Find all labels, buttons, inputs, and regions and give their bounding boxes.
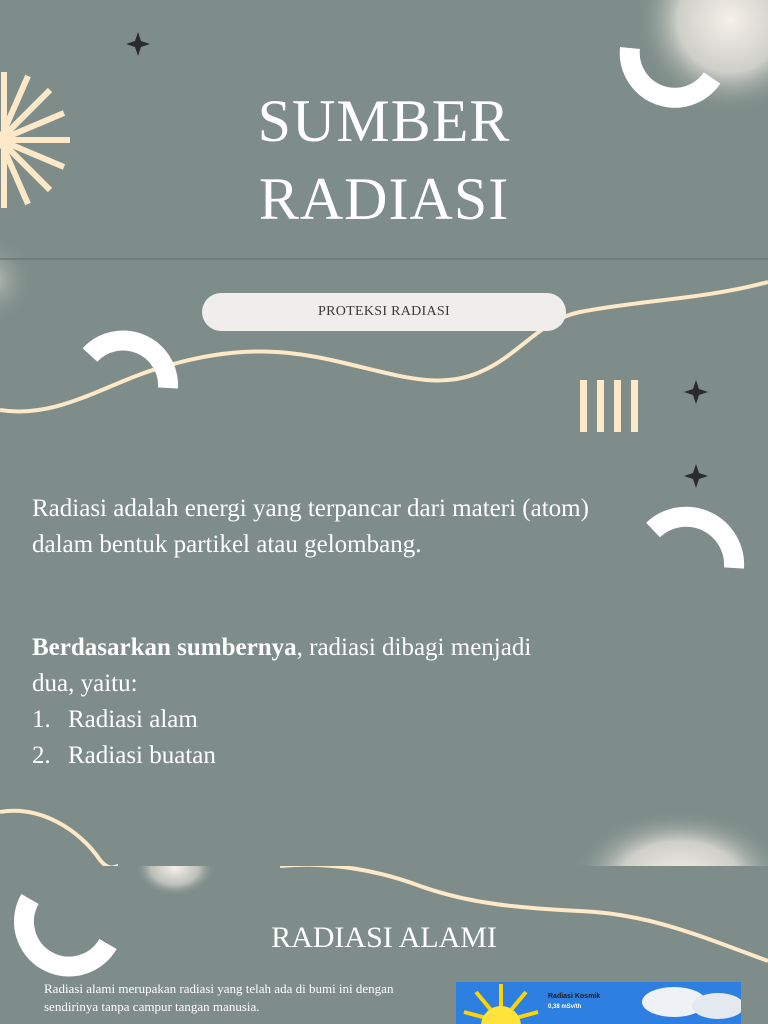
- left-glow: [0, 235, 35, 325]
- list-text: Radiasi buatan: [68, 742, 216, 769]
- definition-paragraph: Radiasi adalah energi yang terpancar dari materi (atom) dalam bentuk partikel atau gelombang.: [32, 495, 589, 558]
- infographic-art: [456, 982, 741, 1024]
- slide-title-line2: RADIASI: [258, 166, 510, 232]
- bottom-right-glow: [570, 810, 768, 866]
- infographic-label: Radiasi Kosmik: [548, 993, 601, 1000]
- list-number: 2.: [32, 742, 51, 769]
- cosmic-radiation-infographic: [456, 982, 741, 1024]
- arc-shape: [653, 517, 734, 568]
- paragraph-rest: , radiasi dibagi menjadi dua, yaitu:: [32, 634, 532, 697]
- section-paragraph: Radiasi alami merupakan radiasi yang telah ada di bumi ini dengan sendirinya tanpa campur tangan manusia.: [44, 981, 394, 1014]
- list-item: [32, 702, 572, 738]
- classification-paragraph: [32, 630, 572, 774]
- wave-line: [0, 811, 118, 866]
- list-number: 1.: [32, 706, 51, 733]
- infographic-value: 0,38 mSv/th: [548, 1004, 582, 1010]
- slide-radiasi-alami: [0, 866, 768, 1024]
- bold-lead: Berdasarkan sumbernya: [32, 634, 297, 661]
- star-icon: [684, 464, 708, 488]
- bars-icon: [580, 380, 638, 432]
- list-item: [32, 738, 572, 774]
- slide-title-line1: SUMBER: [257, 88, 511, 154]
- glow: [135, 866, 215, 896]
- star-icon: [126, 32, 150, 56]
- section-title: RADIASI ALAMI: [271, 921, 497, 954]
- star-icon: [684, 380, 708, 404]
- subtitle-pill: PROTEKSI RADIASI: [202, 293, 566, 331]
- list-text: Radiasi alam: [68, 706, 198, 733]
